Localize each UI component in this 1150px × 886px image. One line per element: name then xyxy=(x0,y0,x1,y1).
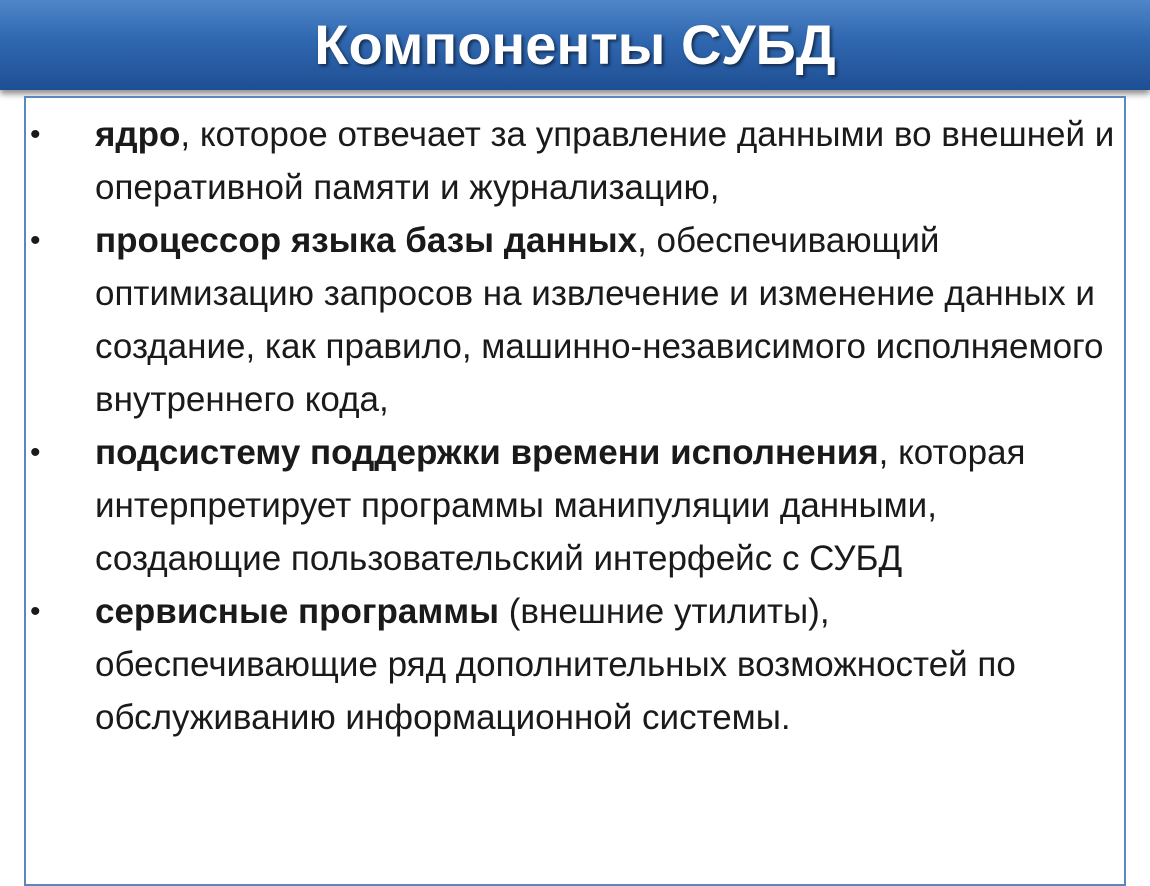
bullet-list xyxy=(0,108,1150,744)
bullet-icon: • xyxy=(30,224,41,257)
item-description: , которая интерпретирует программы манипуляции данными, создающие пользовательский интерфейс с СУБД xyxy=(95,433,1026,578)
item-term: процессор языка базы данных xyxy=(95,221,638,260)
item-description: , обеспечивающий оптимизацию запросов на извлечение и изменение данных и создание, как правило, машинно-независимого исполняемого внутреннего кода, xyxy=(95,221,1104,419)
item-term: подсистему поддержки времени исполнения xyxy=(95,433,879,472)
bullet-icon: • xyxy=(30,436,41,469)
slide-title: Компоненты СУБД xyxy=(314,13,836,76)
list-item xyxy=(0,426,1150,585)
list-item xyxy=(0,214,1150,426)
bullet-icon: • xyxy=(30,595,41,628)
list-item xyxy=(0,108,1150,214)
bullet-icon: • xyxy=(30,118,41,151)
list-item xyxy=(0,585,1150,744)
item-term: сервисные программы xyxy=(95,592,500,631)
item-description: (внешние утилиты), обеспечивающие ряд дополнительных возможностей по обслуживанию информационной системы. xyxy=(95,592,1016,737)
item-description: , которое отвечает за управление данными во внешней и оперативной памяти и журнализацию, xyxy=(95,115,1115,207)
item-term: ядро xyxy=(95,115,181,154)
title-bar xyxy=(0,0,1150,90)
